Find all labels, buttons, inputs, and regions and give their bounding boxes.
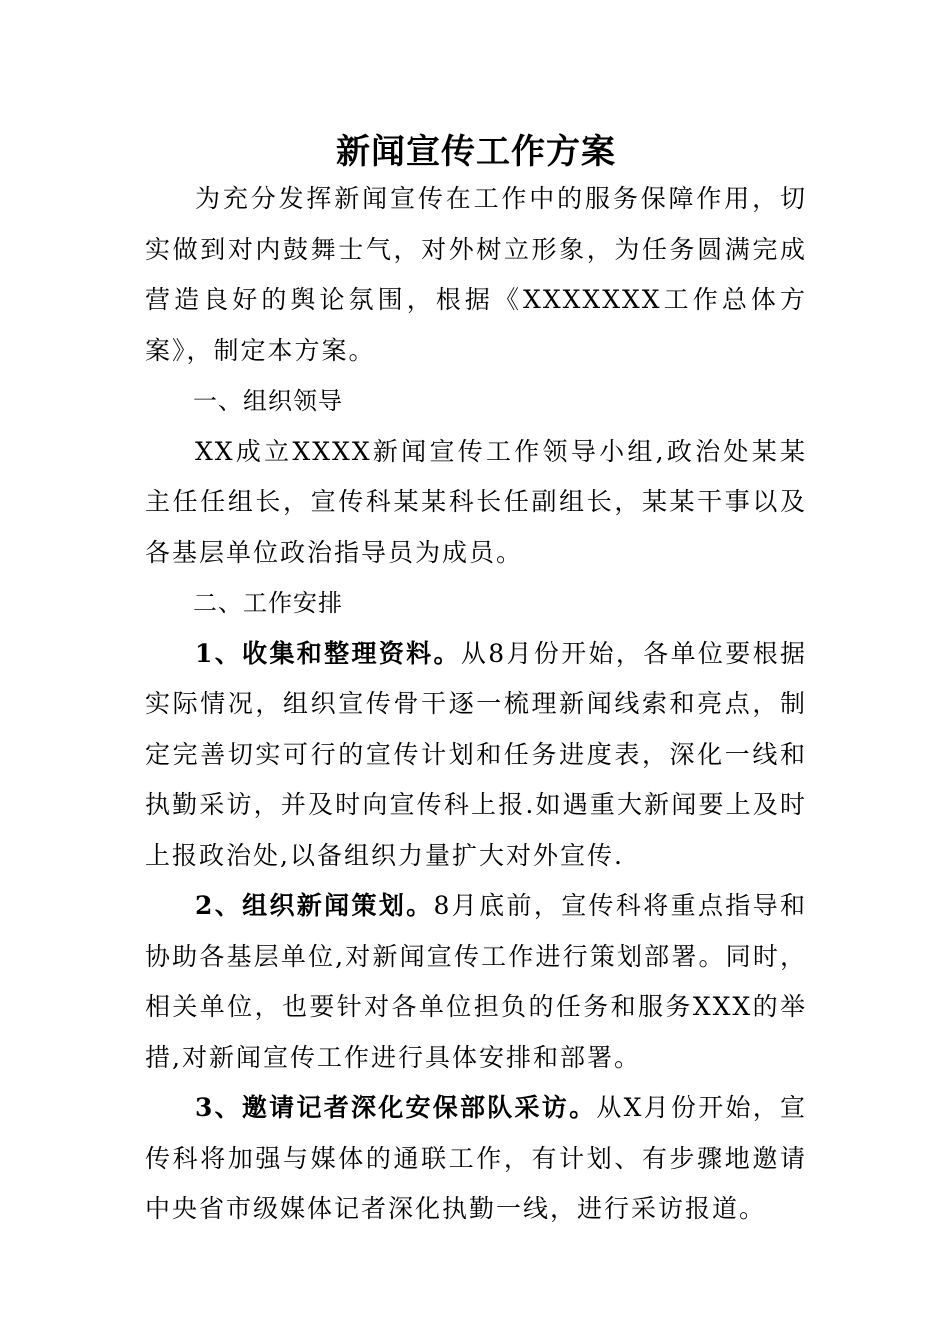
section-heading-organization: 一、组织领导 [193, 387, 343, 415]
work-item-1-body: 从8月份开始，各单位要根据实际情况，组织宣传骨干逐一梳理新闻线索和亮点，制定完善切实可行的宣传计划和任务进度表，深化一线和执勤采访，并及时向宣传科上报.如遇重大新闻要上及时上报政治处,以备组织力量扩大对外宣传. [145, 638, 807, 870]
work-item-3 [145, 1083, 807, 1235]
work-item-1 [145, 629, 807, 882]
section-heading-work-arrangement: 二、工作安排 [193, 589, 343, 617]
document-page [145, 120, 807, 1235]
work-item-2 [145, 881, 807, 1083]
work-item-1-lead: 1、收集和整理资料。 [195, 638, 461, 668]
document-title: 新闻宣传工作方案 [336, 132, 616, 172]
intro-paragraph: 为充分发挥新闻宣传在工作中的服务保障作用，切实做到对内鼓舞士气，对外树立形象，为任务圆满完成营造良好的舆论氛围，根据《XXXXXXX工作总体方案》，制定本方案。 [145, 184, 807, 365]
organization-paragraph: XX成立XXXX新闻宣传工作领导小组,政治处某某主任任组长，宣传科某某科长任副组长，某某干事以及各基层单位政治指导员为成员。 [145, 436, 807, 567]
work-item-3-body: 从X月份开始，宣传科将加强与媒体的通联工作，有计划、有步骤地邀请中央省市级媒体记者深化执勤一线，进行采访报道。 [145, 1093, 807, 1223]
work-item-2-lead: 2、组织新闻策划。 [195, 891, 434, 920]
work-item-3-lead: 3、邀请记者深化安保部队采访。 [195, 1093, 597, 1122]
work-item-2-body: 8月底前，宣传科将重点指导和协助各基层单位,对新闻宣传工作进行策划部署。同时，相关单位，也要针对各单位担负的任务和服务XXX的举措,对新闻宣传工作进行具体安排和部署。 [145, 891, 807, 1072]
